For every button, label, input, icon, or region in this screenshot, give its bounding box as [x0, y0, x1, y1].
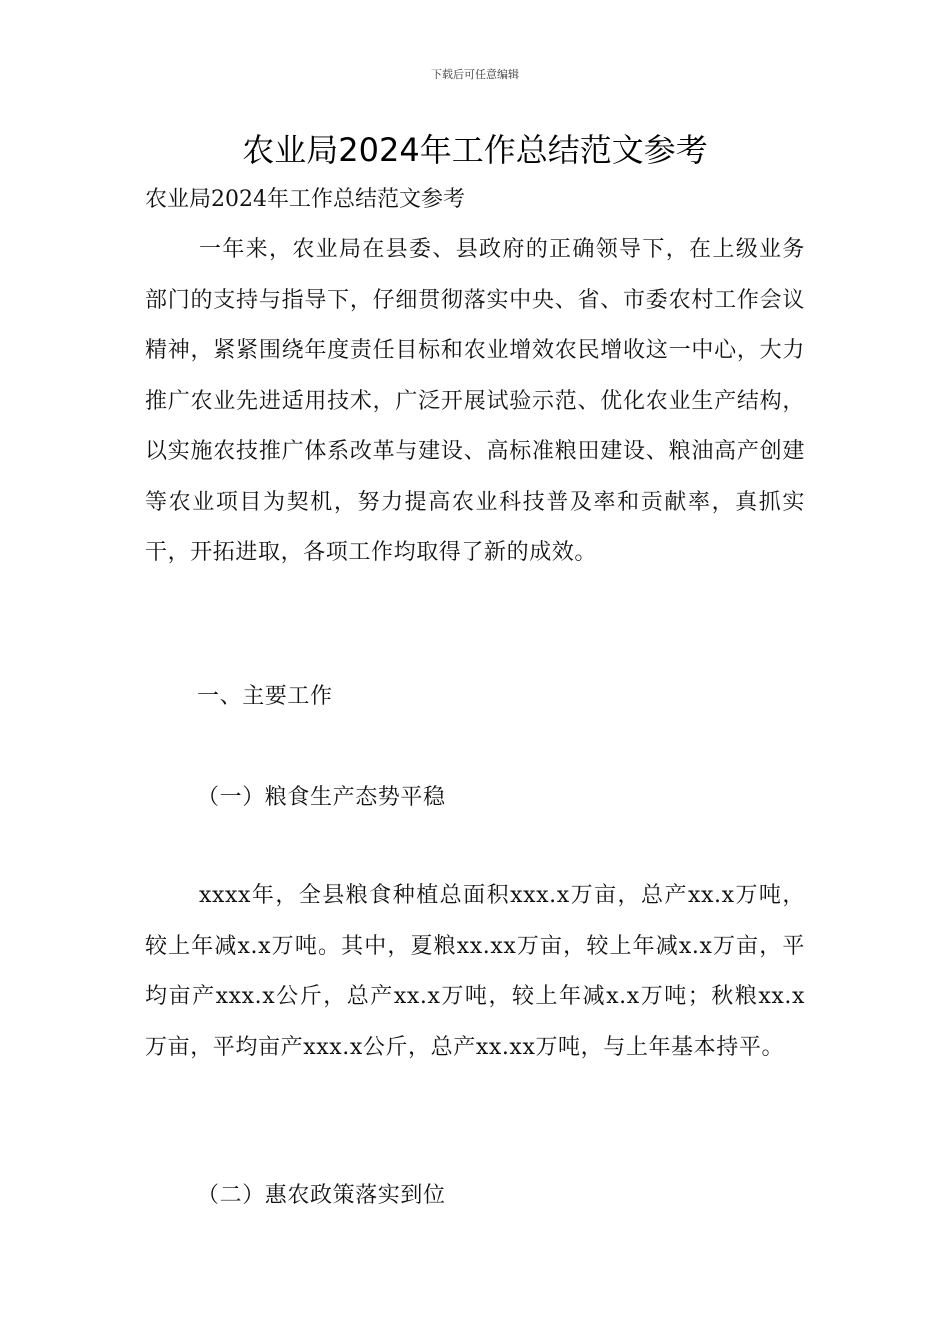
intro-paragraph: 一年来，农业局在县委、县政府的正确领导下，在上级业务部门的支持与指导下，仔细贯彻落实中央、省、市委农村工作会议精神，紧紧围绕年度责任目标和农业增效农民增收这一中心，大力推广农业先进适用技术，广泛开展试验示范、优化农业生产结构，以实施农技推广体系改革与建设、高标准粮田建设、粮油高产创建等农业项目为契机，努力提高农业科技普及率和贡献率，真抓实干，开拓进取，各项工作均取得了新的成效。: [145, 237, 805, 565]
document-title: 农业局2024年工作总结范文参考: [242, 131, 708, 169]
subsection-heading-policy: （二）惠农政策落实到位: [197, 1183, 446, 1208]
section-heading-main-work: 一、主要工作: [197, 684, 333, 709]
grain-production-paragraph: xxxx年，全县粮食种植总面积xxx.x万亩，总产xx.x万吨，较上年减x.x万吨。其中，夏粮xx.xx万亩，较上年减x.x万亩，平均亩产xxx.x公斤，总产xx.x万吨，较上年减x.x万吨；秋粮xx.x万亩，平均亩产xxx.x公斤，总产xx.xx万吨，与上年基本持平。: [145, 883, 805, 1060]
document-subtitle: 农业局2024年工作总结范文参考: [145, 187, 465, 212]
header-note: 下载后可任意编辑: [431, 68, 519, 81]
subsection-heading-grain-production: （一）粮食生产态势平稳: [197, 785, 446, 810]
